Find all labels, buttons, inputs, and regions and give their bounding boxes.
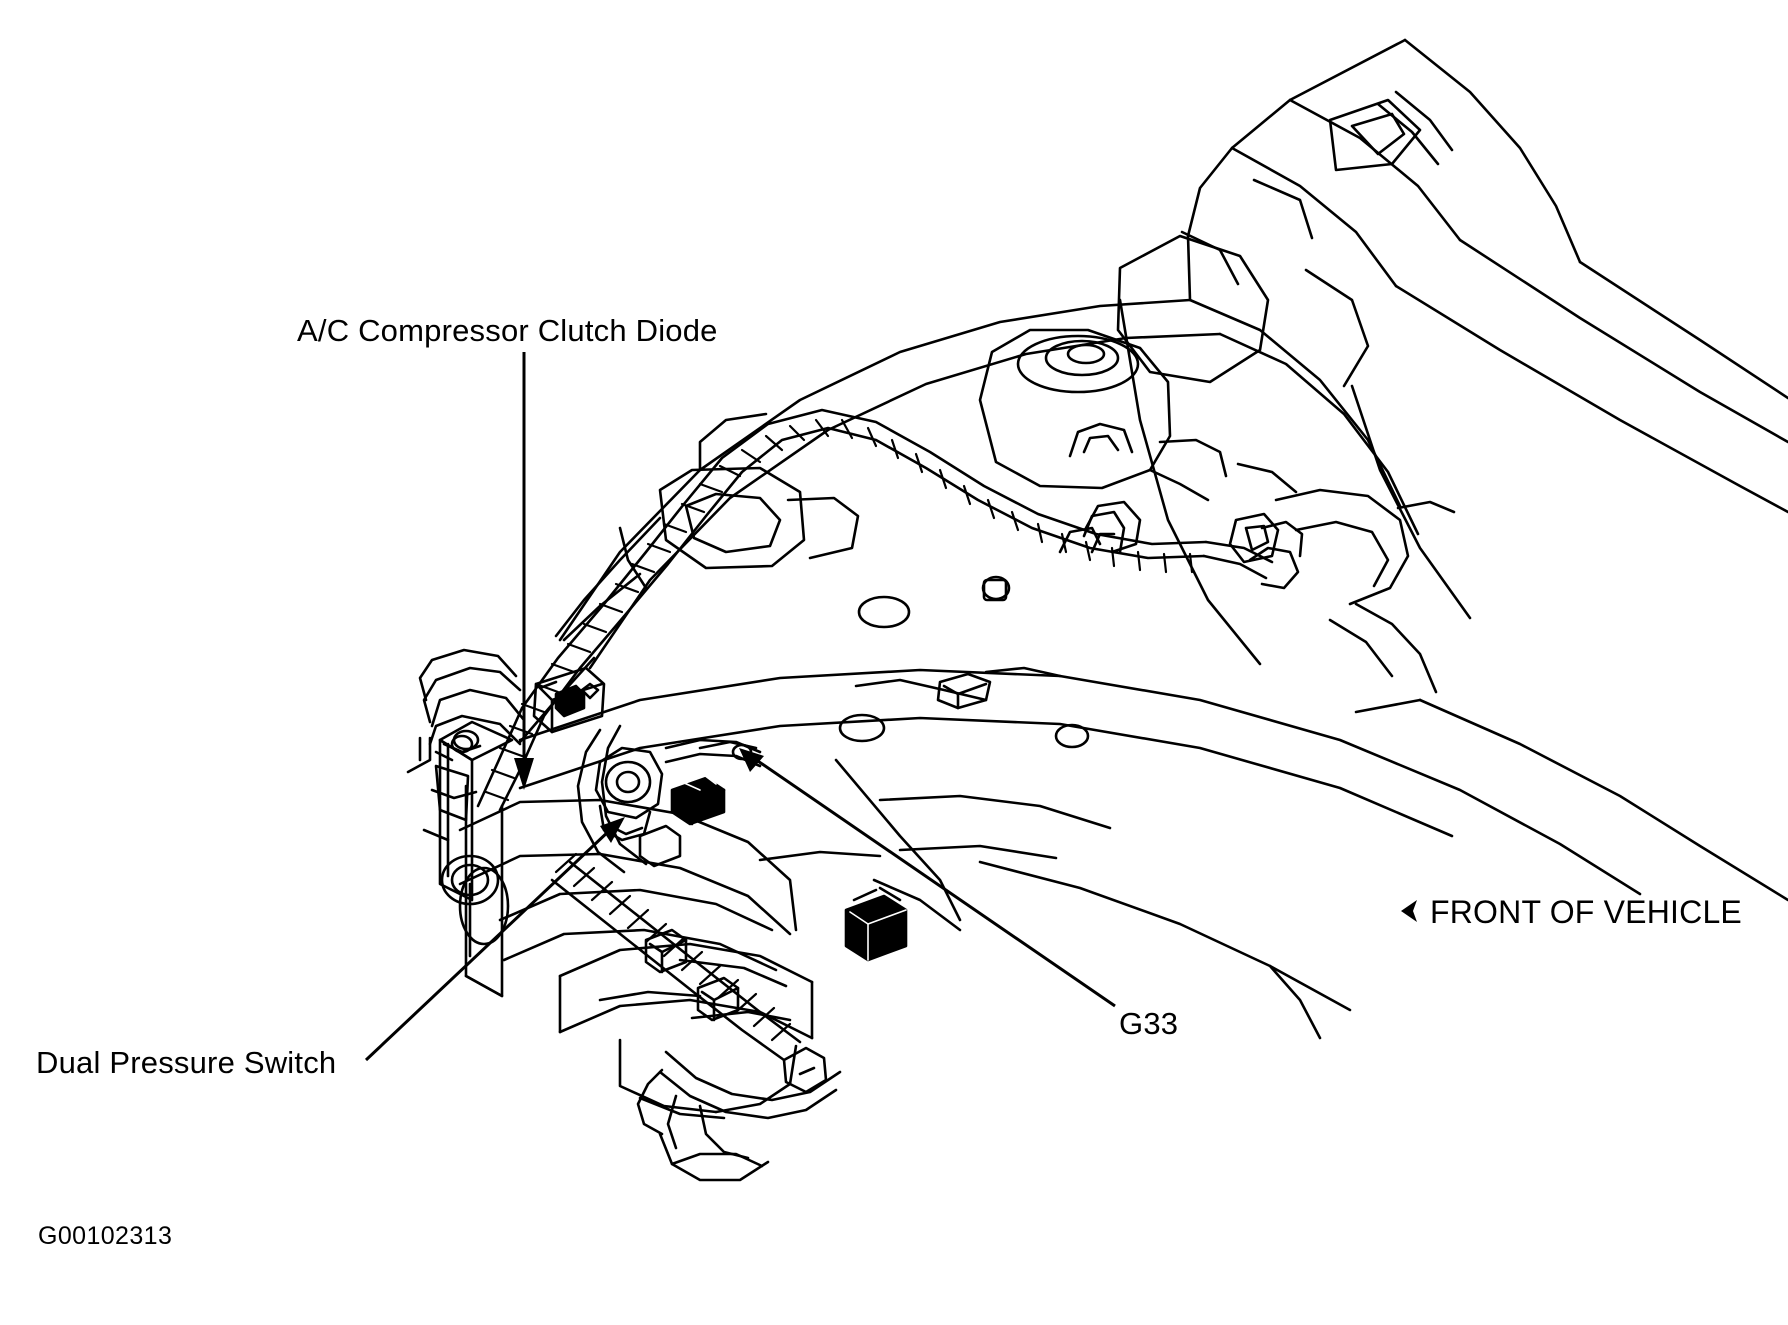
switch-leader-line bbox=[366, 830, 610, 1060]
figure-id-label: G00102313 bbox=[38, 1222, 173, 1250]
g33-arrowhead bbox=[739, 748, 764, 772]
g33-leader-line bbox=[752, 757, 1115, 1006]
left-arrow-icon bbox=[1399, 898, 1427, 924]
callout-label-ac-compressor-clutch-diode: A/C Compressor Clutch Diode bbox=[297, 313, 718, 348]
callout-label-dual-pressure-switch: Dual Pressure Switch bbox=[36, 1045, 337, 1080]
diode-arrowhead bbox=[514, 758, 534, 790]
callout-label-g33: G33 bbox=[1119, 1006, 1179, 1041]
switch-arrowhead bbox=[600, 817, 625, 843]
front-of-vehicle-label: FRONT OF VEHICLE bbox=[1430, 894, 1742, 930]
